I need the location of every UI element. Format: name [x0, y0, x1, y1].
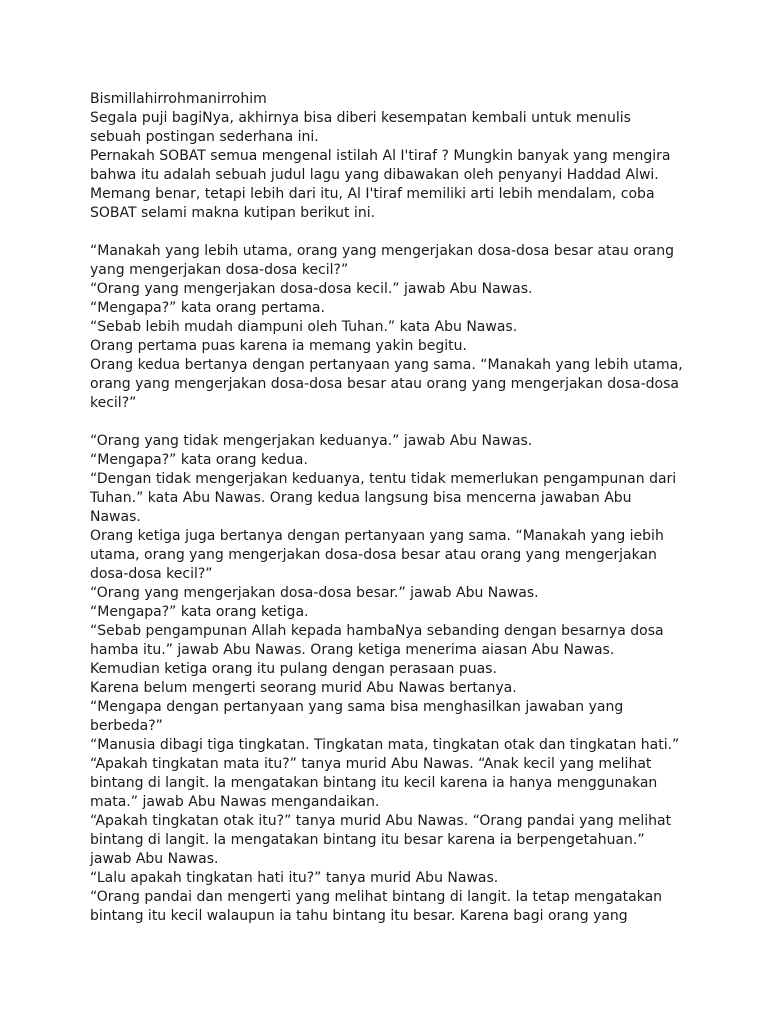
document-body [90, 90, 690, 926]
text-line: “Mengapa?” kata orang pertama. [90, 300, 325, 316]
text-line: Karena belum mengerti seorang murid Abu Nawas bertanya. [90, 680, 517, 696]
text-line: “Apakah tingkatan otak itu?” tanya murid Abu Nawas. “Orang pandai yang melihat [90, 813, 672, 829]
text-line: bintang di langit. la mengatakan bintang itu kecil karena ia hanya menggunakan [90, 775, 658, 791]
text-line: “Dengan tidak mengerjakan keduanya, tentu tidak memerlukan pengampunan dari [90, 471, 677, 487]
text-line: “Mengapa?” kata orang kedua. [90, 452, 308, 468]
text-line: Pernakah SOBAT semua mengenal istilah Al I'tiraf ? Mungkin banyak yang mengira [90, 148, 671, 164]
text-line: “Mengapa dengan pertanyaan yang sama bisa menghasilkan jawaban yang [90, 699, 624, 715]
text-line: Bismillahirrohmanirrohim [90, 91, 267, 107]
text-line: bahwa itu adalah sebuah judul lagu yang dibawakan oleh penyanyi Haddad Alwi. [90, 167, 659, 183]
text-line: Orang kedua bertanya dengan pertanyaan yang sama. “Manakah yang lebih utama, [90, 357, 683, 373]
text-line: yang mengerjakan dosa-dosa kecil?” [90, 262, 349, 278]
text-line: “Manakah yang lebih utama, orang yang mengerjakan dosa-dosa besar atau orang [90, 243, 675, 259]
text-line: mata.” jawab Abu Nawas mengandaikan. [90, 794, 380, 810]
text-line: “Manusia dibagi tiga tingkatan. Tingkatan mata, tingkatan otak dan tingkatan hati.” [90, 737, 680, 753]
text-line: Orang pertama puas karena ia memang yakin begitu. [90, 338, 467, 354]
text-line: bintang di langit. la mengatakan bintang itu besar karena ia berpengetahuan.” [90, 832, 645, 848]
text-line: “Mengapa?” kata orang ketiga. [90, 604, 309, 620]
text-line: berbeda?” [90, 718, 163, 734]
text-line: “Lalu apakah tingkatan hati itu?” tanya murid Abu Nawas. [90, 870, 499, 886]
text-line: “Orang yang tidak mengerjakan keduanya.” jawab Abu Nawas. [90, 433, 533, 449]
text-line: sebuah postingan sederhana ini. [90, 129, 319, 145]
text-line: Segala puji bagiNya, akhirnya bisa diberi kesempatan kembali untuk menulis [90, 110, 631, 126]
text-line: Memang benar, tetapi lebih dari itu, Al I'tiraf memiliki arti lebih mendalam, coba [90, 186, 655, 202]
text-line: “Orang yang mengerjakan dosa-dosa besar.” jawab Abu Nawas. [90, 585, 539, 601]
text-line: jawab Abu Nawas. [90, 851, 219, 867]
text-line: SOBAT selami makna kutipan berikut ini. [90, 205, 376, 221]
text-line: orang yang mengerjakan dosa-dosa besar atau orang yang mengerjakan dosa-dosa [90, 376, 679, 392]
text-line: “Orang yang mengerjakan dosa-dosa kecil.” jawab Abu Nawas. [90, 281, 533, 297]
text-line: utama, orang yang mengerjakan dosa-dosa besar atau orang yang mengerjakan [90, 547, 657, 563]
text-line: Tuhan.” kata Abu Nawas. Orang kedua langsung bisa mencerna jawaban Abu [90, 490, 632, 506]
text-line: dosa-dosa kecil?” [90, 566, 213, 582]
text-line: bintang itu kecil walaupun ia tahu bintang itu besar. Karena bagi orang yang [90, 908, 628, 924]
text-line: “Sebab pengampunan Allah kepada hambaNya sebanding dengan besarnya dosa [90, 623, 664, 639]
text-line: Orang ketiga juga bertanya dengan pertanyaan yang sama. “Manakah yang iebih [90, 528, 664, 544]
blank-line [90, 413, 690, 432]
blank-line [90, 223, 690, 242]
text-line: Kemudian ketiga orang itu pulang dengan perasaan puas. [90, 661, 497, 677]
text-line: “Orang pandai dan mengerti yang melihat bintang di langit. la tetap mengatakan [90, 889, 663, 905]
text-line: hamba itu.” jawab Abu Nawas. Orang ketiga menerima aiasan Abu Nawas. [90, 642, 615, 658]
text-line: “Sebab lebih mudah diampuni oleh Tuhan.” kata Abu Nawas. [90, 319, 518, 335]
text-line: “Apakah tingkatan mata itu?” tanya murid Abu Nawas. “Anak kecil yang melihat [90, 756, 652, 772]
text-line: kecil?” [90, 395, 137, 411]
text-line: Nawas. [90, 509, 141, 525]
